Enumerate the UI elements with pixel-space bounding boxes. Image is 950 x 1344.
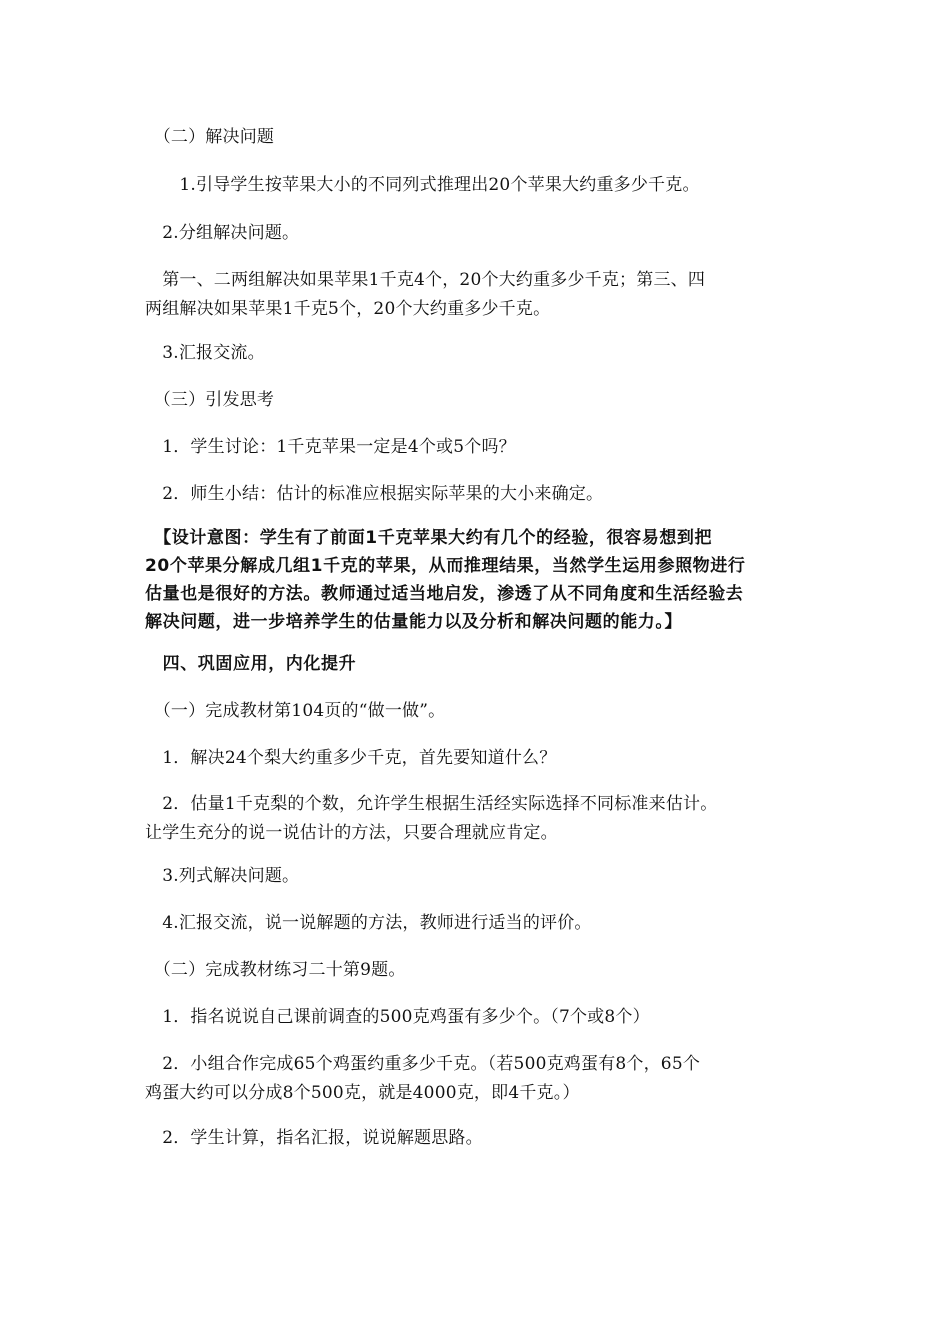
text-line: 2．估量1千克梨的个数，允许学生根据生活经实际选择不同标准来估计。 <box>145 794 718 814</box>
paragraph <box>145 1124 805 1153</box>
paragraph <box>145 171 805 200</box>
text-line: 4.汇报交流，说一说解题的方法，教师进行适当的评价。 <box>145 913 592 933</box>
paragraph <box>145 1050 805 1108</box>
paragraph <box>145 266 805 324</box>
text-line: 两组解决如果苹果1千克5个，20个大约重多少千克。 <box>145 299 551 319</box>
paragraph <box>145 433 805 462</box>
text-line: 1．学生讨论：1千克苹果一定是4个或5个吗？ <box>145 437 516 457</box>
text-line: 四、巩固应用，内化提升 <box>145 654 357 674</box>
paragraph <box>145 909 805 938</box>
paragraph <box>145 1003 805 1032</box>
text-line: （三）引发思考 <box>145 390 275 410</box>
text-line: 【设计意图：学生有了前面1千克苹果大约有几个的经验，很容易想到把 <box>145 528 713 548</box>
text-line: 让学生充分的说一说估计的方法，只要合理就应肯定。 <box>145 823 558 843</box>
text-line: 3.汇报交流。 <box>145 343 265 363</box>
text-line: 2．学生计算，指名汇报，说说解题思路。 <box>145 1128 483 1148</box>
text-line: （一）完成教材第104页的“做一做”。 <box>145 701 446 721</box>
text-line: 2．师生小结：估计的标准应根据实际苹果的大小来确定。 <box>145 484 604 504</box>
text-line: 1．指名说说自己课前调查的500克鸡蛋有多少个。（7个或8个） <box>145 1007 650 1027</box>
heading-solve-problem <box>145 123 805 152</box>
text-line: 2．小组合作完成65个鸡蛋约重多少千克。（若500克鸡蛋有8个，65个 <box>145 1054 701 1074</box>
paragraph <box>145 790 805 848</box>
text-line: 1．解决24个梨大约重多少千克，首先要知道什么？ <box>145 748 557 768</box>
paragraph <box>145 862 805 891</box>
paragraph <box>145 744 805 773</box>
paragraph <box>145 339 805 368</box>
text-line: 3.列式解决问题。 <box>145 866 300 886</box>
text-line: 鸡蛋大约可以分成8个500克，就是4000克，即4千克。） <box>145 1083 580 1103</box>
paragraph <box>145 480 805 509</box>
design-intent-note <box>145 524 805 636</box>
text-line: 解决问题，进一步培养学生的估量能力以及分析和解决问题的能力。】 <box>145 612 683 632</box>
text-line: 第一、二两组解决如果苹果1千克4个，20个大约重多少千克；第三、四 <box>145 270 706 290</box>
text-line: 2.分组解决问题。 <box>145 223 300 243</box>
paragraph <box>145 956 805 985</box>
text-line: 1.引导学生按苹果大小的不同列式推理出20个苹果大约重多少千克。 <box>145 175 700 195</box>
paragraph <box>145 219 805 248</box>
text-line: （二）完成教材练习二十第9题。 <box>145 960 406 980</box>
section-heading <box>145 650 805 678</box>
paragraph <box>145 697 805 726</box>
text-line: 估量也是很好的方法。教师通过适当地启发，渗透了从不同角度和生活经验去 <box>145 584 744 604</box>
text-line: 20个苹果分解成几组1千克的苹果，从而推理结果，当然学生运用参照物进行 <box>145 556 746 576</box>
text-line: （二）解决问题 <box>145 127 275 147</box>
heading-prompt-thinking <box>145 386 805 415</box>
